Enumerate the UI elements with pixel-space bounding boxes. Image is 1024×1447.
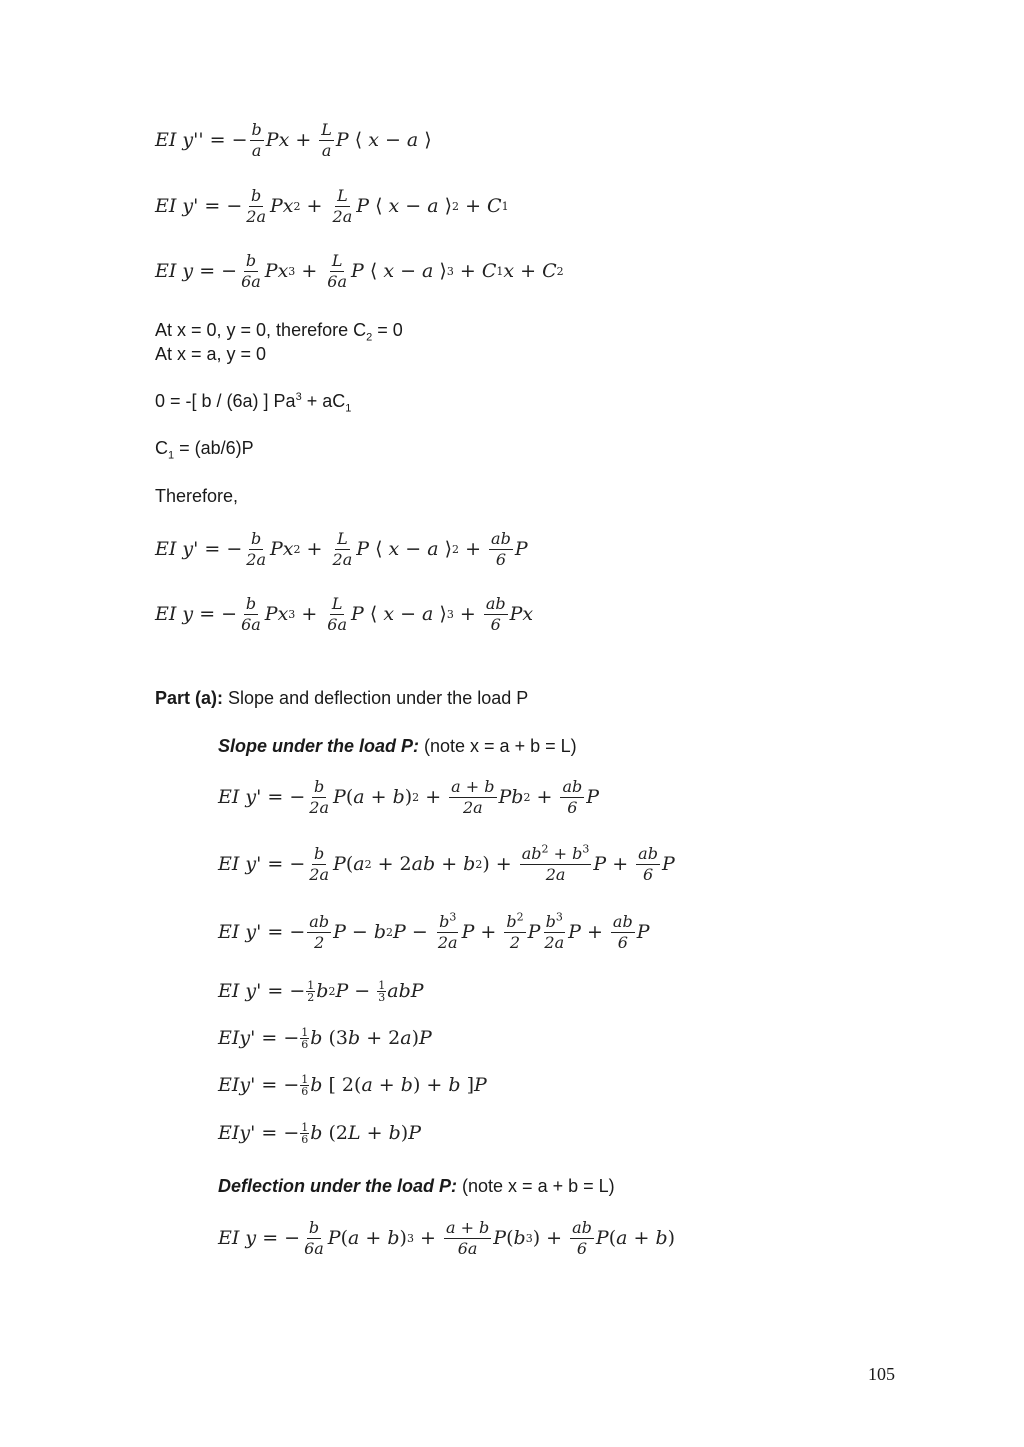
boundary-condition-2: At x = a, y = 0 — [155, 344, 267, 364]
slope-step-5: EIy' = − $\frac{1}{6}$ b (3 b + 2 a ) P — [218, 1026, 432, 1051]
constant-c1: $C_1 = (ab/6)P$ — [155, 438, 254, 462]
slope-step-6: EIy' = − $\frac{1}{6}$ b [ 2( a + b ) + b ] P — [218, 1073, 487, 1098]
slope-step-1: EI y' = − $\frac{b}{2a}$ P ( a + b ) 2 + $\frac{a + b}{2a}$ Pb 2 + $\frac{ab}{6}$ P — [218, 777, 600, 817]
page-number: 105 — [868, 1364, 895, 1384]
part-a-heading: Part (a): Slope and deflection under the load P — [155, 688, 529, 708]
boundary-condition-1: At x = 0, y = 0, therefore $C_2 = 0$ — [155, 320, 403, 344]
slope-step-4: EI y' = − $\frac{1}{2}$ b 2 P − $\frac{1}{3}$ abP — [218, 979, 424, 1004]
equation-moment: EI y'' = − $\frac{b}{a}$ Px + $\frac{L}{a}$ P ⟨ x − a ⟩ — [155, 120, 432, 160]
equation-slope-general: EI y' = − $\frac{b}{2a}$ Px 2 + $\frac{L}{2a}$ P ⟨ x − a ⟩ 2 + C 1 — [155, 186, 509, 226]
deflection-heading: Deflection under the load P: (note x = a + b = L) — [218, 1176, 615, 1196]
slope-step-2: EI y' = − $\frac{b}{2a}$ P ( a 2 + 2 ab + b 2 ) + $\frac{ab^2 + b^3}{2a}$ P + $\frac{ab}{6}$ P — [218, 842, 675, 884]
equation-slope-final: EI y' = − $\frac{b}{2a}$ Px 2 + $\frac{L}{2a}$ P ⟨ x − a ⟩ 2 + $\frac{ab}{6}$ P — [155, 529, 528, 569]
equation-deflection-final: EI y = − $\frac{b}{6a}$ Px 3 + $\frac{L}{6a}$ P ⟨ x − a ⟩ 3 + $\frac{ab}{6}$ Px — [155, 594, 534, 634]
slope-heading: Slope under the load P: (note x = a + b = L) — [218, 736, 577, 756]
therefore-label: Therefore, — [155, 486, 239, 506]
deflection-step-1: EI y = − $\frac{b}{6a}$ P ( a + b ) 3 + $\frac{a + b}{6a}$ P ( b 3 ) + $\frac{ab}{6}$ P ( a + b ) — [218, 1218, 676, 1258]
slope-step-3: EI y' = − $\frac{ab}{2}$ P − b 2 P − $\frac{b^3}{2a}$ P + $\frac{b^2}{2}$ P $\frac{b^3}{2a}$ P + $\frac{ab}{6}$ P — [218, 910, 650, 952]
boundary-equation: 0 = -[ b / (6a) ] $Pa^3 + aC_1$ — [155, 391, 352, 415]
slope-step-7: EIy' = − $\frac{1}{6}$ b (2 L + b ) P — [218, 1121, 421, 1146]
equation-deflection-general: EI y = − $\frac{b}{6a}$ Px 3 + $\frac{L}{6a}$ P ⟨ x − a ⟩ 3 + C 1 x + C 2 — [155, 251, 564, 291]
